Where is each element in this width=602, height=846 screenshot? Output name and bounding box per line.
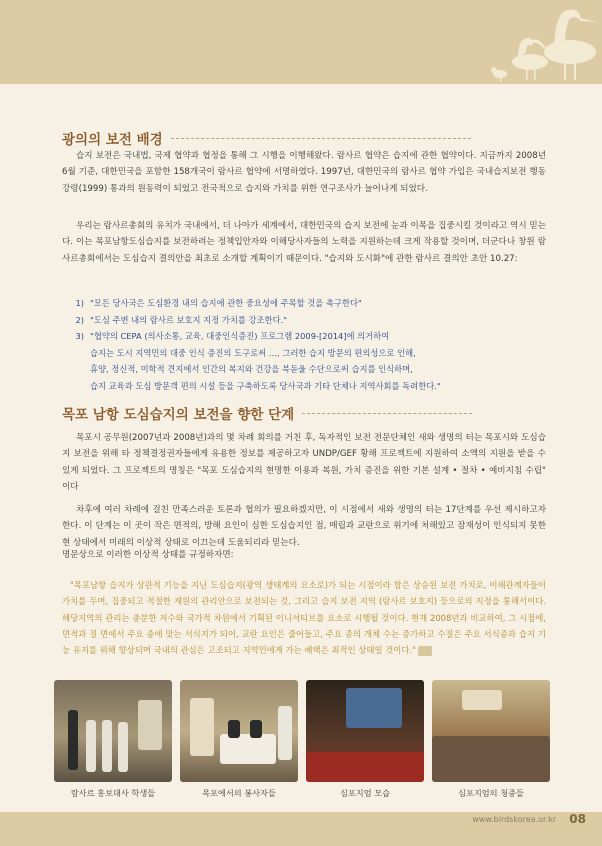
photo-card [180, 680, 298, 799]
paragraph-1: 습지 보전은 국내법, 국제 협약과 협정을 통해 그 시행을 이행해왔다. 람사르 협약은 습지에 관한 협약이다. 지금까지 2008년 6월 기준, 대한민국을 포함한 158개국이 람사르 협약에 서명하였다. 1997년, 대한민국의 람사르 협약 가입은 국내습지보전 행동강령(1999) 통과의 원동력이 되었고 전국적으로 습지와 가치를 위한 연구조사가 늘어나게 되었다. [62, 151, 546, 194]
paragraph-5: 명문상으로 이러한 이상적 상태를 규정하자면: [62, 550, 234, 560]
quote-mark-icon [418, 646, 432, 656]
list-subline: 습지는 도시 지역민의 대중 인식 증진의 도구로써 …, 그러한 습지 방문의 편의성으로 인해, [90, 347, 416, 358]
section-title-steps: 목포 남항 도심습지의 보전을 향한 단계 [62, 403, 472, 423]
photo-ambassador-students [54, 680, 172, 782]
photo-card [54, 680, 172, 799]
photo-caption: 목포에서의 봉사자들 [202, 788, 276, 798]
photo-caption: 심포지엄 모습 [339, 788, 391, 798]
photo-caption: 심포지엄의 청중들 [458, 788, 524, 798]
photo-audience [432, 680, 550, 782]
photo-card [306, 680, 424, 799]
footer-website: www.birdskorea.or.kr [472, 815, 556, 824]
list-item: 2) "도심 주변 내의 람사르 보호지 지정 가치를 강조한다." [75, 314, 288, 325]
photo-volunteers [180, 680, 298, 782]
paragraph-2: 우리는 람사르총회의 유치가 국내에서, 더 나아가 세계에서, 대한민국의 습지 보전에 눈과 이목을 집중시킬 것이라고 역시 믿는다. 이는 목포남항도심습지를 보전하려는 정책입안자와 이해당사자들의 노력을 지원하는데 크게 작용할 것이며, 더군다나 창원 람사르총회에서는 도심습지 결의안을 최초로 소개할 계획이기 때문이다. "습지와 도시화"에 관한 람사르 결의안 초안 10.27: [62, 221, 546, 264]
paragraph-3: 목포시 공무원(2007년과 2008년)과의 몇 차례 회의를 거친 후, 독자적인 보전 전문단체인 새와 생명의 터는 목포시와 도심습지 보전을 위해 타 정책결정권자들에게 유용한 정보를 제공하고자 UNDP/GEF 황해 프로젝트에 지원하여 소액의 지원을 받을 수 있게 되었다. 그 프로젝트의 명칭은 "목포 도심습지의 현명한 이용과 복원, 가치 증진을 위한 기본 설계 • 절차 • 예비지침 수립" 이다 [62, 433, 546, 492]
birds-illustration [442, 0, 602, 84]
photo-caption: 람사르 홍보대사 학생들 [70, 788, 156, 798]
photo-card [432, 680, 550, 799]
list-item: 3) "협약의 CEPA (의사소통, 교육, 대중인식증진) 프로그램 2009-[2014]에 의거하여 [75, 331, 390, 342]
photo-symposium [306, 680, 424, 782]
page-number: 08 [569, 812, 586, 826]
section-title-background: 광의의 보전 배경 [62, 128, 471, 148]
vision-quote: "목포남항 습지가 상관적 기능을 지닌 도심습지(광역 생태계의 요소로)가 되는 시점이라 함은 상승된 보전 가치로, 이해관계자들이 가치를 두며, 집중되고 적절한 재원의 관리안으로 보전되는 것, 그리고 습지 보전 지역 (람사르 보호지) 등으로의 지정을 통해서이다. 해당지역의 관리는 충분한 저수와 국가적 차원에서 기획된 이니셔티브를 요소로 시행될 것이다. 현재 2008년과 비교하여, 그 시점에, 면적과 질 면에서 주요 종에 맞는 서식지가 되어, 교란 요인은 줄어들고, 주요 종의 개체 수는 증가하고 수질은 주요 서식종과 습지 기능 유지를 위해 향상되며 국내의 관심은 고조되고 지역민에게 가는 혜택은 최적인 상태일 것이다." [62, 580, 546, 656]
photo-row [54, 680, 550, 799]
list-item: 1) "모든 당사국은 도심환경 내의 습지에 관한 중요성에 주목할 것을 촉구한다" [75, 298, 362, 308]
list-subline: 휴양, 정신적, 미학적 견지에서 인간의 복지와 건강을 북돋울 수단으로써 습지를 인식하며, [90, 364, 413, 375]
paragraph-4: 차후에 여러 차례에 걸친 만족스러운 토론과 협의가 필요하겠지만, 이 시점에서 새와 생명의 터는 17단계를 우선 제시하고자 한다. 이 단계는 이 곳이 작은 면적의, 방해 요인이 심한 도심습지인 점, 매립과 교란으로 위기에 처해있고 잠재성이 인식되지 못한 현 상태에서 미래의 이상적 상태로 이끄는데 도움되리라 믿는다. [62, 505, 546, 548]
resolution-list [62, 295, 562, 395]
list-subline: 습지 교육과 도심 방문객 편의 시설 등을 구축하도록 당사국과 기타 단체나 지역사회를 독려한다." [90, 380, 441, 391]
